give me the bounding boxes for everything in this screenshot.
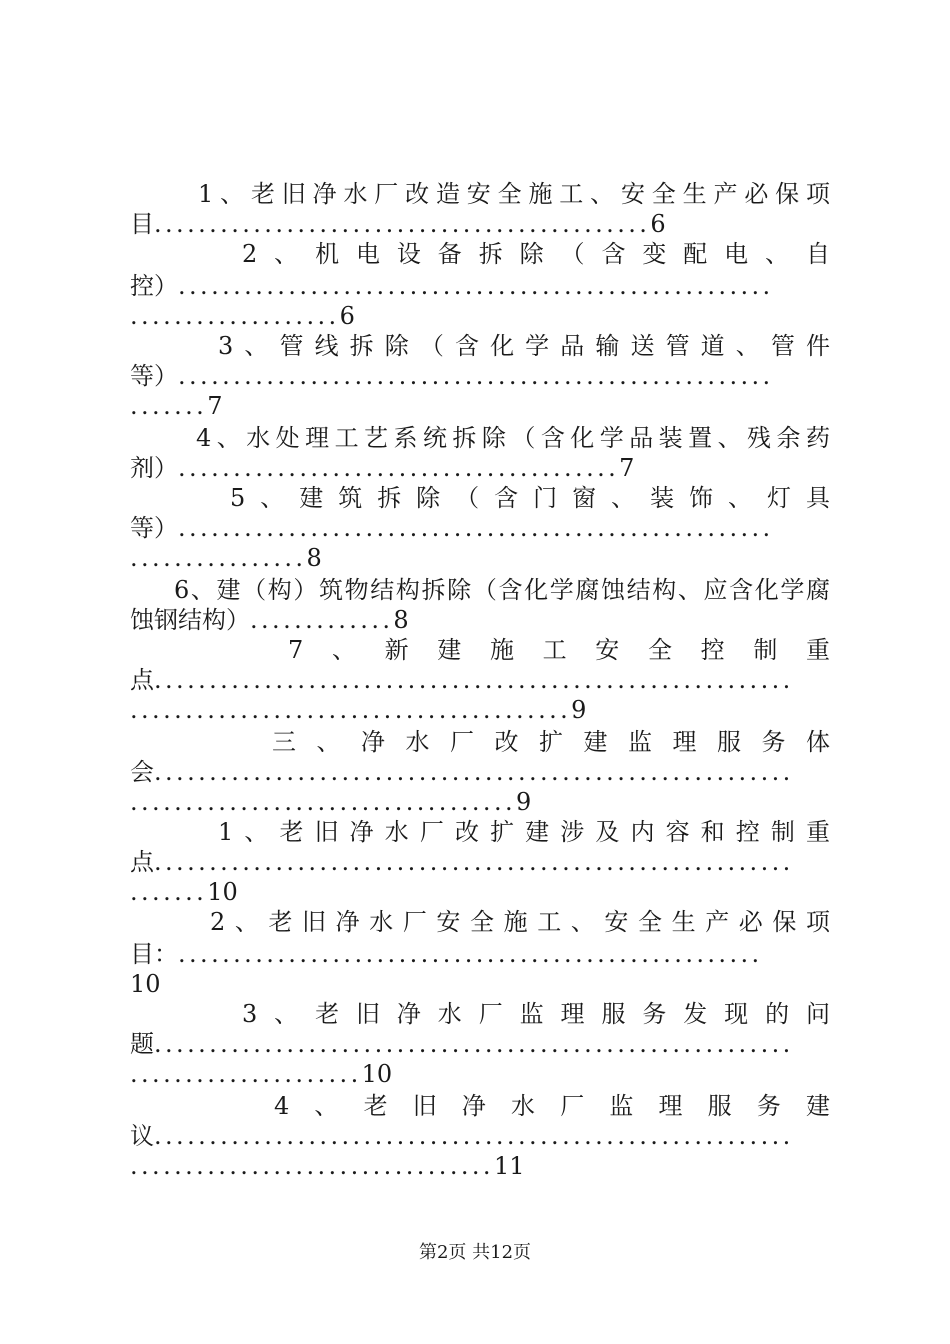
toc-entry-2-leader <box>130 270 830 302</box>
toc-entry-11-leader-cont <box>130 1058 830 1090</box>
toc-entry-9-page: 10 <box>207 878 238 906</box>
page-footer: 第2页 共12页 <box>418 1242 532 1263</box>
dot-leader: .......................................................... <box>154 758 794 786</box>
toc-entry-2-heading: 2、机电设备拆除（含变配电、自 <box>242 240 830 268</box>
toc-entry-1-tail: 目 <box>130 210 154 238</box>
toc-entry-6-page: 8 <box>393 606 409 634</box>
toc-entry-7-page: 9 <box>571 696 587 724</box>
toc-entry-7-leader <box>130 664 830 696</box>
toc-entry-4-leader <box>130 452 830 484</box>
dot-leader: ................................... <box>130 788 517 816</box>
toc-entry-1-page: 6 <box>650 210 666 238</box>
toc-entry-2-leader-cont <box>130 300 830 332</box>
dot-leader: .......................................................... <box>154 1122 794 1150</box>
toc-entry-9-heading: 1、老旧净水厂改扩建涉及内容和控制重 <box>218 818 830 846</box>
toc-entry-10-leader-cont <box>130 968 830 1000</box>
toc-entry-8-page: 9 <box>516 788 532 816</box>
dot-leader: ...................................................... <box>178 362 774 390</box>
toc-entry-5-page: 8 <box>306 544 322 572</box>
dot-leader: ....... <box>130 392 208 420</box>
toc-entry-12-leader-cont <box>130 1150 830 1182</box>
dot-leader: ....... <box>130 878 208 906</box>
toc-entry-1-heading: 1、老旧净水厂改造安全施工、安全生产必保项 <box>198 180 830 208</box>
dot-leader: ............. <box>250 606 394 634</box>
toc-entry-3-page: 7 <box>207 392 223 420</box>
toc-entry-4-tail: 剂） <box>130 454 178 482</box>
dot-leader: ................ <box>130 544 307 572</box>
toc-entry-1-leader <box>130 208 830 240</box>
toc-entry-11-page: 10 <box>361 1060 393 1088</box>
toc-entry-3-leader-cont <box>130 390 830 422</box>
toc-entry-10-leader <box>130 938 830 970</box>
toc-entry-4-heading: 4、水处理工艺系统拆除（含化学品装置、残余药 <box>196 424 830 452</box>
dot-leader: ........................................ <box>130 696 572 724</box>
dot-leader: .......................................................... <box>154 666 794 694</box>
toc-entry-12-leader <box>130 1120 830 1152</box>
toc-entry-7-leader-cont <box>130 694 830 726</box>
dot-leader: .......................................................... <box>154 848 794 876</box>
toc-entry-6-tail: 蚀钢结构） <box>130 606 250 634</box>
dot-leader: .......................................................... <box>154 1030 794 1058</box>
toc-entry-5-tail: 等） <box>130 514 178 542</box>
toc-entry-8-heading: 三、净水厂改扩建监理服务体 <box>272 728 830 756</box>
toc-entry-3-tail: 等） <box>130 362 178 390</box>
toc-entry-9-leader <box>130 846 830 878</box>
toc-entry-8-leader-cont <box>130 786 830 818</box>
toc-entry-11-leader <box>130 1028 830 1060</box>
dot-leader: ........................................ <box>178 454 620 482</box>
toc-entry-12-page: 11 <box>493 1152 525 1180</box>
toc-entry-8-tail: 会 <box>130 758 154 786</box>
toc-entry-5-leader-cont <box>130 542 830 574</box>
toc-entry-6-heading: 6、建（构）筑物结构拆除（含化学腐蚀结构、应含化学腐 <box>174 576 830 604</box>
toc-entry-6-leader <box>130 604 830 636</box>
toc-entry-7-heading: 7、新建施工安全控制重 <box>288 636 830 664</box>
toc-entry-10-heading: 2、老旧净水厂安全施工、安全生产必保项 <box>210 908 830 936</box>
toc-entry-7-tail: 点 <box>130 666 154 694</box>
toc-entry-5-leader <box>130 512 830 544</box>
toc-entry-11-tail: 题 <box>130 1030 154 1058</box>
toc-entry-9-leader-cont <box>130 876 830 908</box>
dot-leader: ............................................. <box>154 210 651 238</box>
toc-entry-10-page: 10 <box>130 970 161 998</box>
toc-entry-5-heading: 5、建筑拆除（含门窗、装饰、灯具 <box>230 484 830 512</box>
toc-entry-4-page: 7 <box>619 454 635 482</box>
toc-entry-12-heading: 4、老旧净水厂监理服务建 <box>274 1092 830 1120</box>
dot-leader: ...................................................... <box>178 272 774 300</box>
toc-entry-8-leader <box>130 756 830 788</box>
toc-entry-2-page: 6 <box>339 302 355 330</box>
dot-leader: ..................................................... <box>178 940 763 968</box>
dot-leader: ...................................................... <box>178 514 774 542</box>
toc-entry-10-tail: 目： <box>130 940 178 968</box>
toc-entry-12-tail: 议 <box>130 1122 154 1150</box>
toc-entry-9-tail: 点 <box>130 848 154 876</box>
dot-leader: ................... <box>130 302 340 330</box>
toc-entry-3-leader <box>130 360 830 392</box>
dot-leader: ..................... <box>130 1060 362 1088</box>
toc-entry-3-heading: 3、管线拆除（含化学品输送管道、管件 <box>218 332 830 360</box>
dot-leader: ................................. <box>130 1152 494 1180</box>
toc-entry-2-tail: 控） <box>130 272 178 300</box>
toc-entry-11-heading: 3、老旧净水厂监理服务发现的问 <box>242 1000 830 1028</box>
